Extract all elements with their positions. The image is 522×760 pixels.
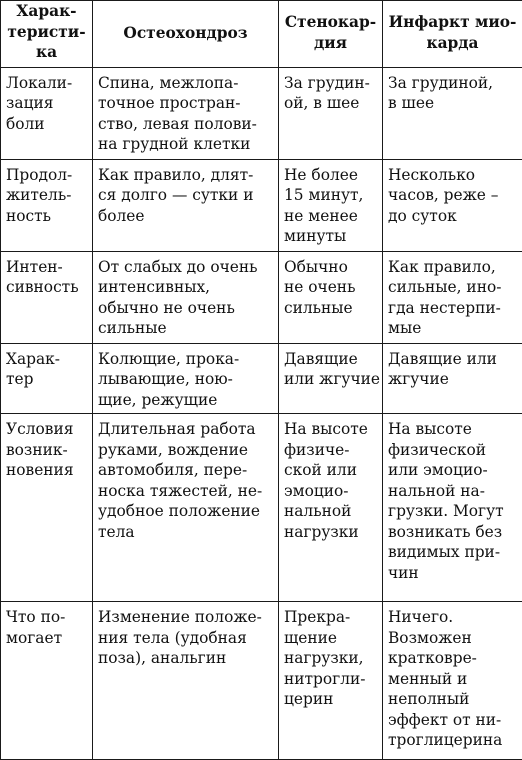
table-row [1, 251, 522, 343]
cell-text-line: зация [6, 93, 88, 114]
table-cell [93, 251, 279, 343]
cell-text-line: точное простран- [98, 93, 274, 114]
cell-text-line: Возможен [388, 628, 518, 649]
cell-text-line: Несколько [388, 165, 518, 186]
row-label-cell [1, 251, 93, 343]
cell-text-line: не очень [284, 277, 378, 298]
cell-text-line: Ничего. [388, 607, 518, 628]
cell-text-line: нальной [284, 501, 378, 522]
table-cell [383, 67, 522, 159]
table-cell [93, 414, 279, 602]
header-cell-characteristic [1, 1, 93, 68]
cell-text-line: новения [6, 460, 88, 481]
table-cell [279, 414, 383, 602]
cell-text-line: тер [6, 369, 88, 390]
cell-text-line: ка [3, 42, 90, 63]
cell-text-line: удобное положение [98, 501, 274, 522]
header-cell-angina [279, 1, 383, 68]
cell-text-line: Изменение положе- [98, 607, 274, 628]
cell-text-line: церин [284, 689, 378, 710]
cell-text-line: поза), анальгин [98, 648, 274, 669]
cell-text-line: видимых при- [388, 542, 518, 563]
cell-text-line: Остеохондроз [95, 23, 276, 44]
row-label-cell [1, 343, 93, 414]
cell-text-line: сивность [6, 277, 88, 298]
cell-text-line: ство, левая полови- [98, 114, 274, 135]
cell-text-line: более [98, 206, 274, 227]
cell-text-line: до суток [388, 206, 518, 227]
cell-text-line: Стенокар- [281, 12, 380, 33]
cell-text-line: не менее [284, 206, 378, 227]
cell-text-line: дия [281, 33, 380, 54]
table-row [1, 159, 522, 251]
cell-text-line: 15 минут, [284, 185, 378, 206]
table-cell [93, 343, 279, 414]
cell-text-line: минуты [284, 226, 378, 247]
cell-text-line: ся долго — сутки и [98, 185, 274, 206]
table-row [1, 414, 522, 602]
cell-text-line: щение [284, 628, 378, 649]
cell-text-line: нальной на- [388, 481, 518, 502]
cell-text-line: сильные [284, 298, 378, 319]
cell-text-line: карда [385, 33, 520, 54]
cell-text-line: грузки. Могут [388, 501, 518, 522]
cell-text-line: на грудной клетки [98, 134, 274, 155]
cell-text-line: Что по- [6, 607, 88, 628]
header-cell-osteochondrosis [93, 1, 279, 68]
cell-text-line: физиче- [284, 440, 378, 461]
cell-text-line: Давящие [284, 349, 378, 370]
table-cell [383, 414, 522, 602]
cell-text-line: Спина, межлопа- [98, 73, 274, 94]
cell-text-line: гда нестерпи- [388, 298, 518, 319]
table-cell [93, 159, 279, 251]
cell-text-line: Длительная работа [98, 419, 274, 440]
cell-text-line: Как правило, длят- [98, 165, 274, 186]
cell-text-line: эмоцио- [284, 481, 378, 502]
table-cell [279, 343, 383, 414]
cell-text-line: боли [6, 114, 88, 135]
cell-text-line: За грудиной, [388, 73, 518, 94]
cell-text-line: часов, реже – [388, 185, 518, 206]
row-label-cell [1, 414, 93, 602]
cell-text-line: Продол- [6, 165, 88, 186]
cell-text-line: ность [6, 206, 88, 227]
cell-text-line: лывающие, ною- [98, 369, 274, 390]
cell-text-line: неполный [388, 689, 518, 710]
cell-text-line: щие, режущие [98, 390, 274, 411]
cell-text-line: Интен- [6, 257, 88, 278]
cell-text-line: Инфаркт мио- [385, 12, 520, 33]
cell-text-line: нагрузки, [284, 648, 378, 669]
row-label-cell [1, 159, 93, 251]
table-cell [383, 159, 522, 251]
table-cell [279, 602, 383, 760]
cell-text-line: возник- [6, 440, 88, 461]
table-cell [383, 251, 522, 343]
cell-text-line: ния тела (удобная [98, 628, 274, 649]
cell-text-line: Давящие или [388, 349, 518, 370]
cell-text-line: сильные [98, 318, 274, 339]
row-label-cell [1, 602, 93, 760]
table-header-row [1, 1, 522, 68]
cell-text-line: мые [388, 318, 518, 339]
table-cell [383, 343, 522, 414]
cell-text-line: сильные, ино- [388, 277, 518, 298]
cell-text-line: носка тяжестей, не- [98, 481, 274, 502]
table-cell [279, 159, 383, 251]
table-cell [93, 602, 279, 760]
cell-text-line: обычно не очень [98, 298, 274, 319]
row-label-cell [1, 67, 93, 159]
table-row [1, 602, 522, 760]
cell-text-line: нагрузки [284, 522, 378, 543]
cell-text-line: или жгучие [284, 369, 378, 390]
cell-text-line: автомобиля, пере- [98, 460, 274, 481]
cell-text-line: кратковре- [388, 648, 518, 669]
cell-text-line: нитрогли- [284, 669, 378, 690]
header-cell-infarction [383, 1, 522, 68]
cell-text-line: чин [388, 563, 518, 584]
cell-text-line: тела [98, 522, 274, 543]
cell-text-line: интенсивных, [98, 277, 274, 298]
cell-text-line: житель- [6, 185, 88, 206]
cell-text-line: Харак- [6, 349, 88, 370]
table-cell [93, 67, 279, 159]
cell-text-line: возникать без [388, 522, 518, 543]
cell-text-line: эффект от ни- [388, 710, 518, 731]
cell-text-line: менный и [388, 669, 518, 690]
cell-text-line: Харак- [3, 1, 90, 22]
cell-text-line: Не более [284, 165, 378, 186]
cell-text-line: физической [388, 440, 518, 461]
cell-text-line: За грудин- [284, 73, 378, 94]
table-row [1, 343, 522, 414]
table-cell [279, 251, 383, 343]
cell-text-line: теристи- [3, 22, 90, 43]
table-cell [279, 67, 383, 159]
cell-text-line: руками, вождение [98, 440, 274, 461]
cell-text-line: жгучие [388, 369, 518, 390]
cell-text-line: На высоте [388, 419, 518, 440]
cell-text-line: Как правило, [388, 257, 518, 278]
cell-text-line: могает [6, 628, 88, 649]
cell-text-line: Колющие, прока- [98, 349, 274, 370]
cell-text-line: или эмоцио- [388, 460, 518, 481]
cell-text-line: Обычно [284, 257, 378, 278]
cell-text-line: в шее [388, 93, 518, 114]
cell-text-line: ской или [284, 460, 378, 481]
cell-text-line: троглицерина [388, 730, 518, 751]
cell-text-line: Локали- [6, 73, 88, 94]
table-row [1, 67, 522, 159]
cell-text-line: ой, в шее [284, 93, 378, 114]
cell-text-line: От слабых до очень [98, 257, 274, 278]
cell-text-line: На высоте [284, 419, 378, 440]
cell-text-line: Прекра- [284, 607, 378, 628]
cell-text-line: Условия [6, 419, 88, 440]
table-cell [383, 602, 522, 760]
